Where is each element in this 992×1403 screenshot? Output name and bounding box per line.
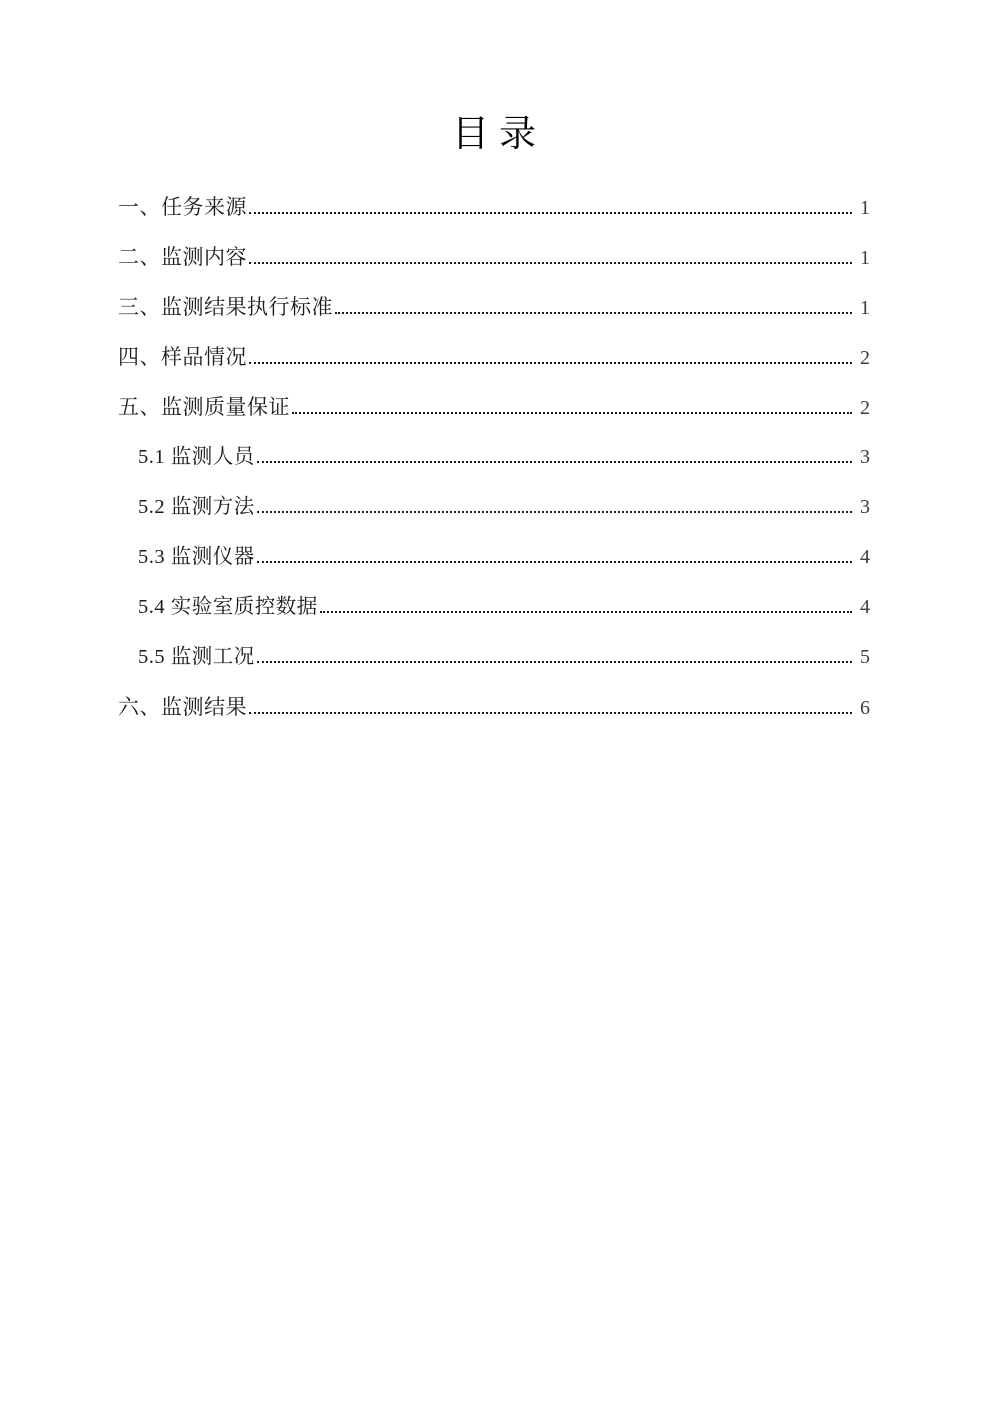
toc-entry-page-number: 6: [860, 697, 870, 719]
toc-entry-5: [118, 382, 870, 432]
toc-entry-label: 一、任务来源: [118, 195, 247, 219]
toc-entry-page-number: 4: [860, 546, 870, 568]
dot-leader: [249, 212, 852, 214]
toc-entry-label: 5.2 监测方法: [138, 496, 255, 518]
toc-entry-page-number: 3: [860, 496, 870, 518]
toc-entry-page-number: 5: [860, 646, 870, 668]
toc-entry-6: [118, 682, 870, 732]
toc-entry-label: 四、样品情况: [118, 345, 247, 369]
toc-entry-label: 三、监测结果执行标准: [118, 295, 333, 319]
toc-entry-label: 5.5 监测工况: [138, 646, 255, 668]
dot-leader: [249, 262, 852, 264]
table-of-contents: [118, 182, 870, 732]
dot-leader: [249, 362, 852, 364]
toc-entry-label: 五、监测质量保证: [118, 395, 290, 419]
dot-leader: [335, 312, 852, 314]
toc-entry-label: 二、监测内容: [118, 245, 247, 269]
toc-entry-5-4: [118, 582, 870, 632]
toc-entry-page-number: 3: [860, 446, 870, 468]
dot-leader: [257, 461, 852, 463]
toc-entry-5-2: [118, 482, 870, 532]
toc-entry-label: 5.3 监测仪器: [138, 546, 255, 568]
toc-entry-label: 5.1 监测人员: [138, 446, 255, 468]
dot-leader: [292, 412, 852, 414]
page-title: 目录: [452, 114, 546, 155]
toc-entry-page-number: 1: [860, 197, 870, 219]
toc-entry-page-number: 1: [860, 247, 870, 269]
toc-entry-1: [118, 182, 870, 232]
toc-entry-page-number: 1: [860, 297, 870, 319]
dot-leader: [257, 561, 852, 563]
dot-leader: [320, 611, 852, 613]
toc-entry-page-number: 4: [860, 596, 870, 618]
toc-entry-label: 六、监测结果: [118, 695, 247, 719]
toc-entry-label: 5.4 实验室质控数据: [138, 596, 318, 618]
toc-entry-5-5: [118, 632, 870, 682]
toc-entry-page-number: 2: [860, 347, 870, 369]
toc-entry-5-1: [118, 432, 870, 482]
dot-leader: [257, 661, 852, 663]
dot-leader: [257, 511, 852, 513]
toc-entry-5-3: [118, 532, 870, 582]
dot-leader: [249, 712, 852, 714]
toc-entry-2: [118, 232, 870, 282]
toc-entry-3: [118, 282, 870, 332]
toc-entry-4: [118, 332, 870, 382]
toc-entry-page-number: 2: [860, 397, 870, 419]
